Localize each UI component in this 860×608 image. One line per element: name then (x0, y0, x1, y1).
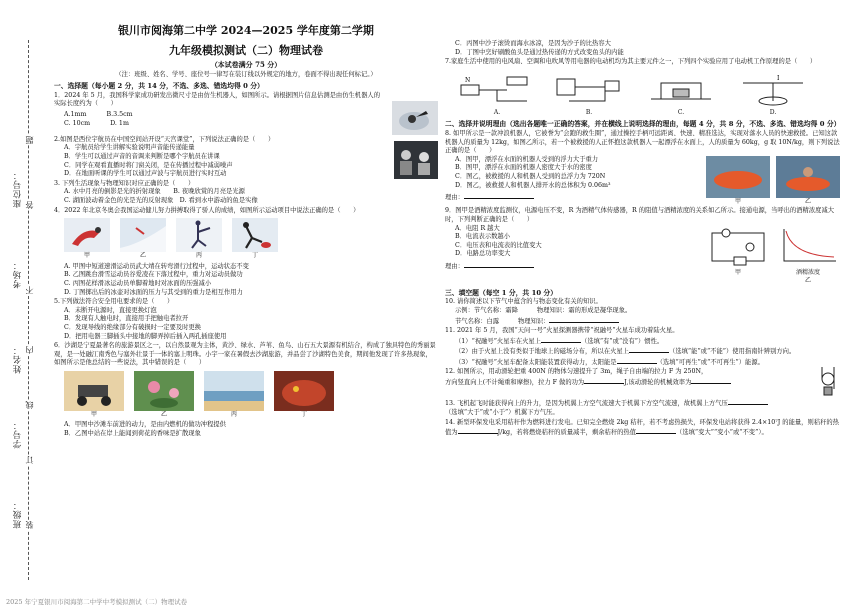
left-column (54, 0, 438, 439)
experiment-d-diagram (733, 71, 813, 109)
class-label: 班级： (13, 500, 23, 529)
experiment-c-diagram (641, 71, 721, 109)
option: A．未断开电源时，直接更换灯泡 (64, 306, 157, 314)
option: B. 乙图跳台滑雪运动员谷爱凌在下落过程中，重力对运动员做功 (64, 271, 243, 279)
option: A．电阻 R 越大 (455, 224, 500, 232)
option: D．把用电器三脚插头中接地的脚弄掉后插入两孔插座使用 (64, 332, 227, 340)
binding-mark: 订 (25, 456, 34, 464)
binding-mark: 不 (25, 286, 34, 294)
axis-label: 酒精浓度 (795, 268, 820, 276)
winter-sports-images (64, 218, 438, 261)
section-1-title: 一、选择题（每小题 2 分，共 14 分，不选、多选、错选均得 0 分） (54, 82, 264, 91)
question-4: 4．2022 年北京冬奥会我国运动健儿努力拼搏取得了骄人的成绩，如图所示运动项目中说法正确的是（ ） (54, 206, 360, 214)
exam-title: 九年级模拟测试（二）物理试卷 (169, 44, 323, 57)
question-10: 10. 请你简述以下节气中蕴含的与物态变化有关的知识。 (445, 298, 602, 306)
section-2-title: 二、选择并说明理由（选出各题唯一正确的答案，并在横线上说明选择的理由，每题 4 分，共 8 分，不选、多选、错选均得 0 分） (445, 120, 841, 129)
answer-blank[interactable] (584, 377, 624, 384)
option: C．发现导线的绝缘部分有破损时一定要及时更换 (64, 323, 202, 331)
option: B．发现有人触电时，直接用手把触电者拉开 (64, 315, 189, 323)
option: C. 10cm (64, 119, 91, 127)
curling-photo (232, 218, 278, 252)
binding-mark: 内 (25, 346, 34, 354)
beach-lake-photo (204, 371, 264, 411)
motor-experiments (457, 71, 840, 118)
school-title: 银川市阅海第二中学 2024—2025 学年度第二学期 (118, 24, 374, 37)
exam-room-label: 考场： (13, 260, 23, 289)
sand-lake-images (64, 371, 438, 420)
answer-blank[interactable] (549, 316, 619, 323)
answer-blank[interactable] (629, 346, 669, 353)
sand-buggy-photo (64, 371, 124, 411)
answer-blank[interactable] (458, 427, 498, 434)
option: A．甲图中沙滩车前进的动力，是由内燃机的做功冲程提供 (64, 421, 226, 429)
option: D．图乙，被救援人和机器人排开水的总体积为 0.06m³ (455, 181, 611, 189)
option: B．乙图中站在岸上能闻到荷花的香味是扩散现象 (64, 430, 201, 438)
q11-part3: （3）“祝融号”火星车配备太阳能装置获得动力，太阳能是 (455, 358, 617, 366)
q12-part1: 方向竖直向上(不计绳重和摩擦)，拉力 F 做的功为 (445, 379, 585, 387)
option: D. 1m (110, 119, 129, 127)
q12-part2: J,该动滑轮的机械效率为 (624, 379, 692, 387)
option: A．图甲，漂浮在水面的机器人受到的浮力大于重力 (455, 155, 599, 163)
image-label: 乙 (804, 277, 811, 285)
resistance-curve-graph (776, 225, 840, 269)
question-8: 8. 如甲所示是一款冲浪机器人，它被誉为“会跑的救生圈”，通过操控手柄可远距离、快速、精准选达，实现对落水人员的快速救援。已知这款机器人的质量为 12kg，如图乙所示，若一个被救援的人正怀抱这款机器人一起漂浮在水面上，人的质量为 60kg，g 取 10N/kg，则下列说法正确的是（ ） (445, 129, 840, 155)
option: C．图乙，被救援的人和机器人受到的总浮力为 720N (455, 172, 606, 180)
question-6: 6．沙湖是宁夏最著名的旅游景区之一，以自然景观为主体，黄沙、绿水、芦苇、鱼鸟、山石五大景源有机结合，构成了独具特色的秀丽景观，是一处融江南秀色与塞外壮景于一体的塞上明珠。小宇一家在暑假去沙湖旅游，并品尝了沙湖特色美食，期间他发现了许多热现象，如图所示是他总结的一些说法，其中错误的是（ ） (54, 342, 436, 367)
rescue-robot-photo (706, 156, 770, 198)
option: C．同学在观看直播时将门窗关闭，是在传播过程中减弱噪声 (64, 161, 233, 169)
answer-blank[interactable] (541, 336, 581, 343)
page-footer: 2025 年宁夏银川市阅海第二中学中考模拟测试（二）物理试卷 (6, 598, 188, 606)
option-label: A. (493, 108, 501, 116)
option: A. 甲图中短道速滑运动员武大靖在转弯滑行过程中，运动状态不变 (64, 262, 249, 270)
option: B．图甲，漂浮在水面的机器人密度大于水的密度 (455, 164, 592, 172)
q11-part2-hint: （选填“能”或“不能”）使用指南针辨别方向。 (669, 348, 796, 356)
image-label: 甲 (83, 252, 90, 260)
image-label: 乙 (804, 197, 811, 205)
option: D. 丁图掷出后的冰壶对冰面的压力与其受到的重力是相互作用力 (64, 288, 243, 296)
total-score: （本试卷满分 75 分） (210, 60, 282, 69)
option: B．电流表示数越小 (455, 233, 511, 241)
binding-mark: 装 (25, 521, 34, 529)
q14-part3: （选填“变大”“变小”或“不变”）。 (676, 429, 768, 437)
svg-text:I: I (777, 74, 780, 82)
option: C. 丙图花样滑冰运动员单脚着地时对冰面的压强减小 (64, 279, 212, 287)
option: C．丙图中沙子滚烫而海水冰凉，是因为沙子的比热容大 (455, 40, 611, 47)
question-3: 3. 下列生活现象与物理知识对应正确的是（ ） (54, 179, 195, 187)
binding-strip (0, 0, 40, 608)
question-9: 9．图甲是酒精浓度监测仪，电源电压不变，R 为酒精气体传感器，R 的阻值与酒精浓度的关系如乙所示。接通电源，当呼出的酒精浓度减大时，下列判断正确的是（ ） (445, 207, 835, 223)
rescued-person-photo (776, 156, 840, 198)
reason-label: 理由： (445, 194, 464, 202)
question-5: 5.下列做法符合安全用电要求的是（ ） (54, 298, 174, 306)
answer-blank[interactable] (617, 357, 657, 364)
svg-text:N: N (465, 76, 471, 84)
answer-blank[interactable] (728, 398, 768, 405)
q11-part1: （1）“祝融号”火星车在火星上 (455, 337, 542, 345)
example: 示例：节气名称：霜降 物理知识：霜的形成是凝华现象。 (455, 306, 632, 314)
q14-part2: J/kg，若将燃烧秸秆的质量减半，剩余秸秆的热值 (497, 429, 637, 437)
image-label: 丙 (195, 252, 202, 260)
image-label: 丁 (300, 410, 307, 418)
solar-term-row: 节气名称：白露 物理知识： (455, 317, 550, 325)
q13-hint: （选填“大于”或“小于”）机翼下方气压。 (445, 409, 559, 417)
option: A．宇航员给学生讲解实验说明声音能传递能量 (64, 144, 195, 152)
ski-jump-photo (120, 218, 166, 252)
option-label: B. (585, 108, 593, 116)
right-column (445, 40, 840, 438)
option: D．在地面听课的学生可以通过声波与宇航员进行实时互动 (64, 170, 227, 178)
lotus-photo (134, 371, 194, 411)
question-14: 14. 新型环保发电采用秸秆作为燃料进行发电。已知完全燃烧 2kg 秸秆，若不考虑热损失，环保发电站将获得 2.4×10⁷J 的能量，则秸秆的热值为 (445, 418, 839, 437)
question-1: 1．2024 年 5 月，我国科学家成功研发出微尺寸是由仿生机器人，如图所示。请根据图片信息估测是由仿生机器人的实际长度约为（ ） (54, 91, 380, 108)
option: B.3.5cm (106, 110, 133, 118)
image-label: 乙 (160, 410, 167, 418)
speed-skating-photo (64, 218, 110, 252)
q11-part3-hint: （选填“可再生”或“不可再生”）能源。 (656, 358, 764, 366)
alcohol-circuit-diagram (706, 225, 770, 269)
option: C．电压表和电流表的比值变大 (455, 241, 542, 249)
option: D．丁图中烹好刷酸鱼头是通过热传递的方式改变鱼头的内能 (455, 48, 624, 56)
option: D．电路总功率变大 (455, 250, 511, 258)
answer-blank[interactable] (691, 377, 731, 384)
question-7: 7.家庭生活中使用的电风扇、空调和电吹风等用电器的电动机均为其主要元件之一，下列四个实验应用了电动机工作原理的是（ ） (445, 58, 817, 66)
answer-blank[interactable] (464, 261, 534, 268)
option-label: D. (769, 108, 777, 116)
seat-label: 座位号： (13, 170, 23, 208)
question-13: 13. 飞机起飞时能获得向上的升力，是因为机翼上方空气流速大于机翼下方空气流速，故机翼上方气压 (445, 400, 728, 408)
binding-mark: 线 (25, 401, 34, 409)
q11-part2: （2）由于火星上没有类似于地球上的磁场分布，所以在火星上 (455, 348, 630, 356)
figure-skating-photo (176, 218, 222, 252)
option: C. 湖面波动着金色的光是光的反射现象 D. 看到水中游动的鱼是实像 (64, 196, 258, 204)
q11-part1-hint: （选填“有”或“没有”）惯性。 (581, 337, 664, 345)
name-label: 姓名： (13, 345, 23, 374)
image-label: 甲 (734, 197, 741, 205)
option: A.1mm (64, 110, 87, 118)
image-label: 甲 (90, 410, 97, 418)
binding-line (28, 40, 29, 580)
option: A. 水中月亮的倒影是光的折射现象 B. 夜晚欣赏的月亮是光源 (64, 188, 245, 196)
pulley-diagram (816, 367, 840, 397)
question-2: 2.如图是西位宇航员在中国空间站开设“天宫课堂”，下列说法正确的是（ ） (54, 135, 275, 143)
reason-label: 理由： (445, 262, 464, 270)
image-label: 甲 (734, 268, 741, 276)
exam-note: （注：班级、姓名、学号、座位号一律写在装订线以外规定的地方，卷面不得出现任何标记。） (115, 70, 377, 78)
image-label: 丁 (251, 252, 258, 260)
option-label: C. (677, 108, 685, 116)
experiment-b-diagram (549, 71, 629, 109)
section-3-title: 三、填空题（每空 1 分，共 10 分） (445, 288, 558, 297)
option: B．学生可以通过声音的音调来判断是哪个宇航员在讲课 (64, 152, 220, 160)
student-id-label: 学号： (13, 420, 23, 449)
answer-blank[interactable] (464, 192, 534, 199)
image-label: 丙 (230, 410, 237, 418)
fish-head-photo (274, 371, 334, 411)
space-class-photo (394, 141, 438, 179)
binding-mark: 题 (25, 136, 34, 144)
question-11: 11. 2021 年 5 月，我国“天问一号”火星探测器携带“祝融号”火星车成功着陆火星。 (445, 327, 679, 335)
robot-photo (392, 101, 438, 135)
experiment-a-diagram (457, 71, 537, 109)
answer-blank[interactable] (636, 427, 676, 434)
binding-mark: 答 (25, 201, 34, 209)
image-label: 乙 (139, 252, 146, 260)
question-12: 12. 如图所示，用动滑轮把重 400N 的物体匀速提升了 3m，绳子自由端的拉力 F 为 250N， (445, 368, 708, 376)
